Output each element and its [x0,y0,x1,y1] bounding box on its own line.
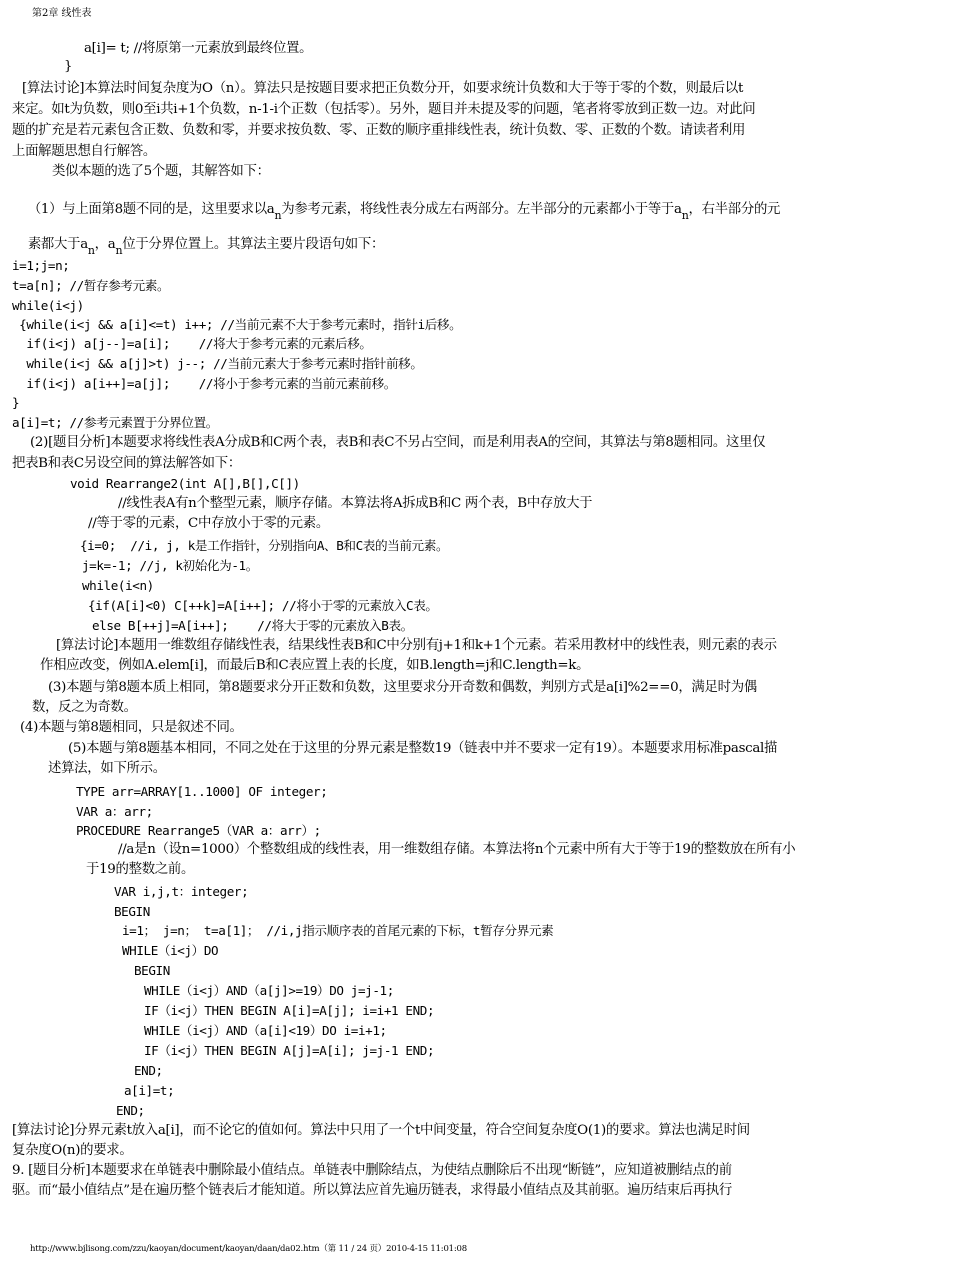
code-line: {if(A[i]<0) C[++k]=A[i++]; //将小于零的元素放入C表。 [88,598,438,613]
text-run: 素都大于a [27,237,88,252]
text-line: 作相应改变，例如A.elem[i]，而最后B和C表应置上表的长度，如B.length=j和C.length=k。 [40,658,590,673]
code-line: j=k=-1; //j, k初始化为-1。 [82,558,258,573]
subscript: n [681,209,689,222]
text-line: 类似本题的选了5个题，其解答如下： [52,164,270,179]
text-line: 把表B和表C另设空间的算法解答如下： [12,456,241,471]
text-line: //a是n（设n=1000）个整数组成的线性表，用一维数组存储。本算法将n个元素中所有大于等于19的整数放在所有小 [118,842,796,857]
text-run: ，右半部分的元 [688,202,781,217]
code-line: t=a[n]; //暂存参考元素。 [12,278,170,293]
text-line: 于19的整数之前。 [86,862,195,877]
code-line: END; [116,1103,145,1118]
text-line: 驱。而“最小值结点”是在遍历整个链表后才能知道。所以算法应首先遍历链表，求得最小值结点及其前驱。遍历结束后再执行 [12,1183,732,1198]
text-run: 位于分界位置上。其算法主要片段语句如下： [122,237,385,252]
code-line: WHILE（i<j）AND（a[i]<19）DO i=i+1; [144,1023,387,1038]
text-line: 复杂度O(n)的要求。 [12,1143,133,1158]
code-line: i=1;j=n; [12,258,70,273]
code-line: VAR i,j,t：integer; [114,884,249,899]
text-line: 数，反之为奇数。 [32,700,137,715]
text-line: } [64,59,73,74]
code-line: PROCEDURE Rearrange5（VAR a：arr）; [76,823,321,838]
code-line: i=1； j=n； t=a[1]； //i,j指示顺序表的首尾元素的下标，t暂存分界元素 [122,923,554,938]
code-line: a[i]=t; //参考元素置于分界位置。 [12,415,218,430]
text-line: (3)本题与第8题本质上相同，第8题要求分开正数和负数，这里要求分开奇数和偶数，判别方式是a[i]%2==0，满足时为偶 [48,680,757,695]
text-line: 9. [题目分析]本题要求在单链表中删除最小值结点。单链表中删除结点，为使结点删除后不出现“断链”，应知道被删结点的前 [12,1163,732,1178]
code-line: END; [134,1063,163,1078]
code-line: while(i<n) [82,578,154,593]
text-run: （1）与上面第8题不同的是，这里要求以a [27,202,275,217]
code-line: if(i<j) a[j--]=a[i]; //将大于参考元素的元素后移。 [12,336,372,351]
code-line: BEGIN [114,904,150,919]
code-line: void Rearrange2(int A[],B[],C[]) [70,476,300,491]
code-line: WHILE（i<j）AND（a[j]>=19）DO j=j-1; [144,983,394,998]
text-line: (2)[题目分析]本题要求将线性表A分成B和C两个表，表B和表C不另占空间，而是利用表A的空间，其算法与第8题相同。这里仅 [30,435,766,450]
code-line: TYPE arr=ARRAY[1..1000] OF integer; [76,784,328,799]
code-line: else B[++j]=A[i++]; //将大于零的元素放入B表。 [92,618,413,633]
subscript: n [87,244,95,257]
code-line: IF（i<j）THEN BEGIN A[i]=A[j]; i=i+1 END; [144,1003,435,1018]
code-line: a[i]=t; [124,1083,175,1098]
text-line: a[i]= t; //将原第一元素放到最终位置。 [84,41,313,56]
code-line: {i=0; //i, j, k是工作指针，分别指向A、B和C表的当前元素。 [80,538,449,553]
code-line: while(i<j) [12,298,84,313]
running-header: 第2章 线性表 [32,8,92,19]
text-line: 上面解题思想自行解答。 [12,144,156,159]
code-line: while(i<j && a[j]>t) j--; //当前元素大于参考元素时指针前移。 [12,356,423,371]
code-line: {while(i<j && a[i]<=t) i++; //当前元素不大于参考元素时，指针i后移。 [12,317,462,332]
code-line: } [12,395,20,410]
text-line: //等于零的元素，C中存放小于零的元素。 [88,516,329,531]
text-line: [算法讨论]本题用一维数组存储线性表，结果线性表B和C中分别有j+1和k+1个元素。若采用教材中的线性表，则元素的表示 [56,638,777,653]
text-line: (5)本题与第8题基本相同，不同之处在于这里的分界元素是整数19（链表中并不要求一定有19）。本题要求用标准pascal描 [68,741,778,756]
code-line: BEGIN [134,963,170,978]
page-footer-url: http://www.bjlisong.com/zzu/kaoyan/document/kaoyan/daan/da02.htm（第 11 / 24 页）2010-4-15 11:01:08 [30,1244,467,1254]
text-line: [算法讨论]分界元素t放入a[i]，而不论它的值如何。算法中只用了一个t中间变量，符合空间复杂度O(1)的要求。算法也满足时间 [12,1123,750,1138]
text-line: 题的扩充是若元素包含正数、负数和零，并要求按负数、零、正数的顺序重排线性表，统计负数、零、正数的个数。请读者利用 [12,123,746,138]
subscript: n [274,209,282,222]
code-line: IF（i<j）THEN BEGIN A[j]=A[i]; j=j-1 END; [144,1043,435,1058]
text-line: [算法讨论]本算法时间复杂度为O（n）。算法只是按题目要求把正负数分开，如要求统计负数和大于等于零的个数，则最后以t [22,81,744,96]
code-line: if(i<j) a[i++]=a[j]; //将小于参考元素的当前元素前移。 [12,376,397,391]
code-line: WHILE（i<j）DO [122,943,219,958]
text-line: 述算法，如下所示。 [48,761,166,776]
text-line: 来定。如t为负数，则0至i共i+1个负数，n-1-i个正数（包括零）。另外，题目并未提及零的问题，笔者将零放到正数一边。对此问 [12,102,756,117]
text-run: 为参考元素，将线性表分成左右两部分。左半部分的元素都小于等于a [281,202,682,217]
text-line: //线性表A有n个整型元素，顺序存储。本算法将A拆成B和C 两个表，B中存放大于 [118,496,593,511]
text-run: ，a [94,237,116,252]
subscript: n [115,244,123,257]
code-line: VAR a：arr; [76,804,153,819]
text-line: (4)本题与第8题相同，只是叙述不同。 [20,720,243,735]
